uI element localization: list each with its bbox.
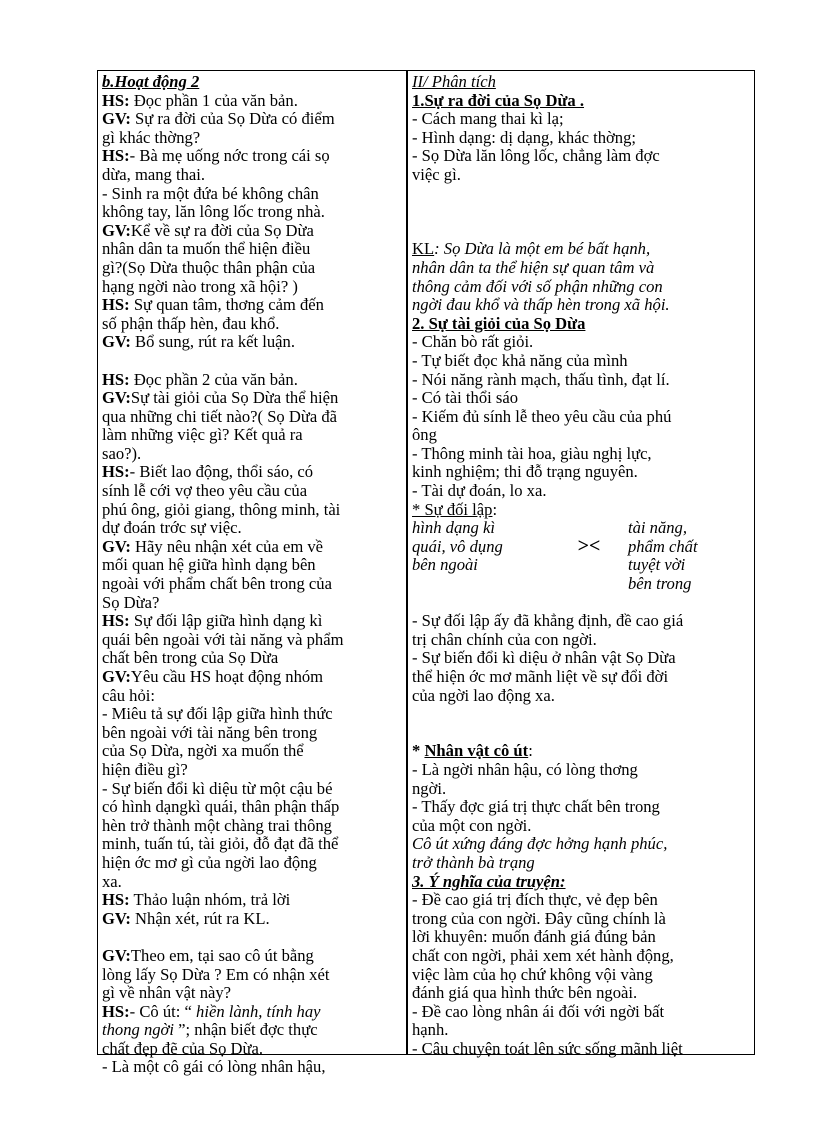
activity-line xyxy=(102,240,401,259)
line-text: Bổ sung, rút ra kết luận. xyxy=(130,332,295,352)
speaker-label: HS: xyxy=(102,462,130,482)
conclusion-line xyxy=(412,278,752,297)
line-text: gì khác thờng? xyxy=(102,127,201,147)
line-text: - Là một cô gái có lòng nhân hậu, xyxy=(102,1057,326,1077)
line-text: sính lễ cới vợ theo yêu cầu của xyxy=(102,481,308,501)
contrast-inner xyxy=(628,519,748,593)
conclusion-line xyxy=(412,259,752,278)
activity-line xyxy=(102,1058,401,1077)
blank-line xyxy=(102,352,401,371)
line-text: Theo em, tại sao cô út bằng xyxy=(130,945,314,965)
contrast-heading-text: * Sự đối lập xyxy=(412,499,493,519)
line-text: Yêu cầu HS hoạt động nhóm xyxy=(130,667,324,686)
activity-line xyxy=(102,1040,401,1059)
speaker-label: GV: xyxy=(102,908,131,928)
section-2-after-item: trị chân chính của con ngời. xyxy=(412,629,597,649)
section-2-item: ông xyxy=(412,425,437,445)
line-text: xa. xyxy=(102,871,122,891)
activity-line xyxy=(102,910,401,929)
section-3-item: chất con ngời, phải xem xét hành động, xyxy=(412,945,674,965)
speaker-label: HS: xyxy=(102,90,130,110)
speaker-label: HS: xyxy=(102,611,130,631)
co-ut-list xyxy=(412,761,752,835)
contrast-heading xyxy=(412,501,752,520)
activity-line xyxy=(102,296,401,315)
section-2-list xyxy=(412,333,752,500)
co-ut-heading xyxy=(412,742,752,761)
line-text: - Miêu tả sự đối lập giữa hình thức xyxy=(102,704,333,724)
activity-line xyxy=(102,1021,401,1040)
activity-line xyxy=(102,92,401,111)
section-3-heading: 3. Ý nghĩa của truyện: xyxy=(412,871,566,891)
contrast-outer-line: quái, vô dụng xyxy=(412,536,503,556)
co-ut-prefix: * xyxy=(412,741,425,761)
activity-line xyxy=(102,408,401,427)
section-3-item: - Câu chuyện toát lên sức sống mãnh liệt xyxy=(412,1038,683,1058)
section-3-item: việc làm của họ chứ không vội vàng xyxy=(412,964,653,984)
line-text: mối quan hệ giữa hình dạng bên xyxy=(102,555,316,575)
conclusion-block xyxy=(412,240,752,314)
activity-line xyxy=(102,538,401,557)
line-text: Kể về sự ra đời của Sọ Dừa xyxy=(130,220,314,240)
section-3-item: trong của con ngời. Đây cũng chính là xyxy=(412,908,666,928)
section-1-list xyxy=(412,110,752,184)
activity-line xyxy=(102,519,401,538)
section-2-after xyxy=(412,612,752,705)
analysis-column xyxy=(412,72,752,1058)
section-2-item: - Thông minh tài hoa, giàu nghị lực, xyxy=(412,443,652,463)
conclusion-text: ngời đau khổ và thấp hèn trong xã hội. xyxy=(412,295,670,315)
section-2-item: - Nói năng rành mạch, thấu tình, đạt lí. xyxy=(412,369,670,389)
line-text: gì về nhân vật này? xyxy=(102,983,232,1003)
speaker-label: GV: xyxy=(102,667,131,686)
line-text: qua những chi tiết nào?( Sọ Dừa đã xyxy=(102,406,338,426)
quote-text: thong ngời xyxy=(102,1020,179,1040)
section-2-after-item: - Sự biến đổi kì diệu ở nhân vật Sọ Dừa xyxy=(412,648,676,668)
speaker-label: GV: xyxy=(102,332,131,352)
line-text: chất bên trong của Sọ Dừa xyxy=(102,648,279,668)
line-text: - Sự biến đổi kì diệu từ một cậu bé xyxy=(102,778,333,798)
speaker-label: GV: xyxy=(102,220,131,240)
section-3-item: hạnh. xyxy=(412,1020,449,1040)
analysis-title: II/ Phân tích xyxy=(412,72,496,91)
line-text: - Bà mẹ uống nớc trong cái sọ xyxy=(129,146,330,166)
activity-line xyxy=(102,687,401,706)
activity-line xyxy=(102,426,401,445)
section-2-after-item: thể hiện ớc mơ mãnh liệt về sự đổi đời xyxy=(412,667,669,686)
activity-line xyxy=(102,333,401,352)
section-1-item: - Cách mang thai kì lạ; xyxy=(412,109,564,129)
speaker-label: HS: xyxy=(102,1001,130,1021)
activity-line xyxy=(102,761,401,780)
co-ut-item: của một con ngời. xyxy=(412,815,532,835)
speaker-label: HS: xyxy=(102,369,130,389)
line-text: Sọ Dừa? xyxy=(102,592,160,612)
line-text: Sự quan tâm, thơng cảm đến xyxy=(129,295,324,315)
line-text: Sự ra đời của Sọ Dừa có điểm xyxy=(130,109,335,129)
activity-line xyxy=(102,947,401,966)
line-text: Nhận xét, rút ra KL. xyxy=(130,908,270,928)
line-text: - Biết lao động, thổi sáo, có xyxy=(129,462,314,482)
line-text: hiện điều gì? xyxy=(102,759,188,779)
activity-line xyxy=(102,501,401,520)
section-3-item: - Đề cao lòng nhân ái đối với ngời bất xyxy=(412,1001,665,1021)
line-text: - Cô út: “ xyxy=(129,1001,197,1021)
activity-line xyxy=(102,185,401,204)
contrast-heading-colon: : xyxy=(492,499,498,519)
conclusion-text: thông cảm đối với số phận những con xyxy=(412,276,663,296)
activity-line xyxy=(102,798,401,817)
lesson-table xyxy=(97,70,755,1077)
activity-column xyxy=(102,72,401,1077)
speaker-label: HS: xyxy=(102,295,130,315)
line-text: Sự đối lập giữa hình dạng kì xyxy=(129,611,323,631)
speaker-label: GV: xyxy=(102,109,131,129)
speaker-label: GV: xyxy=(102,536,131,556)
activity-line xyxy=(102,835,401,854)
conclusion-line xyxy=(412,240,752,259)
activity-line xyxy=(102,854,401,873)
activity-line xyxy=(102,129,401,148)
section-1-item: việc gì. xyxy=(412,164,461,184)
section-1-item: - Hình dạng: dị dạng, khác thờng; xyxy=(412,127,636,147)
contrast-outer-line: hình dạng kì xyxy=(412,518,495,538)
activity-line xyxy=(102,575,401,594)
line-text: dự đoán trớc sự việc. xyxy=(102,518,242,538)
line-text: Đọc phần 2 của văn bản. xyxy=(129,369,298,389)
activity-line xyxy=(102,742,401,761)
section-3-item: lời khuyên: muốn đánh giá đúng bản xyxy=(412,927,656,947)
activity-line xyxy=(102,110,401,129)
activity-line xyxy=(102,147,401,166)
section-2-item: - Tài dự đoán, lo xa. xyxy=(412,481,547,501)
contrast-outer-line: bên ngoài xyxy=(412,555,478,575)
line-text: quái bên ngoài với tài năng và phẩm xyxy=(102,629,344,649)
activity-line xyxy=(102,445,401,464)
activity-line xyxy=(102,984,401,1003)
activity-line xyxy=(102,817,401,836)
activity-line xyxy=(102,203,401,222)
line-text: lòng lấy Sọ Dừa ? Em có nhận xét xyxy=(102,964,330,984)
contrast-inner-line: tuyệt vời xyxy=(628,555,686,575)
line-text: hạng ngời nào trong xã hội? ) xyxy=(102,276,298,296)
line-text: hiện ớc mơ gì của ngời lao động xyxy=(102,852,317,872)
section-2-heading: 2. Sự tài giỏi của Sọ Dừa xyxy=(412,313,586,333)
activity-line xyxy=(102,166,401,185)
co-ut-item: ngời. xyxy=(412,778,447,798)
co-ut-conclusion-line: Cô út xứng đáng đợc hởng hạnh phúc, xyxy=(412,834,668,854)
activity-line xyxy=(102,389,401,408)
line-text: câu hỏi: xyxy=(102,685,155,705)
blank-line xyxy=(102,928,401,947)
line-text: Đọc phần 1 của văn bản. xyxy=(129,90,298,110)
conclusion-text: : Sọ Dừa là một em bé bất hạnh, xyxy=(434,239,651,259)
line-text: sao?). xyxy=(102,443,142,463)
activity-line xyxy=(102,705,401,724)
line-text: nhân dân ta muốn thể hiện điều xyxy=(102,239,311,259)
line-text: minh, tuấn tú, tài giỏi, đỗ đạt đã thể xyxy=(102,834,339,854)
activity-line xyxy=(102,668,401,687)
co-ut-conclusion xyxy=(412,835,752,872)
contrast-inner-line: phẩm chất xyxy=(628,536,698,556)
line-text: Thảo luận nhóm, trả lời xyxy=(129,890,291,910)
line-text: số phận thấp hèn, đau khổ. xyxy=(102,313,280,333)
line-text: ”; nhận biết đợc thực xyxy=(178,1020,318,1040)
section-1-item: - Sọ Dừa lăn lông lốc, chẳng làm đợc xyxy=(412,146,660,166)
co-ut-item: - Là ngời nhân hậu, có lòng thơng xyxy=(412,759,638,779)
line-text: chất đẹp đẽ của Sọ Dừa. xyxy=(102,1038,264,1058)
line-text: hèn trở thành một chàng trai thông xyxy=(102,815,332,835)
contrast-outer xyxy=(412,519,550,575)
section-3-item: đánh giá qua hình thức bên ngoài. xyxy=(412,983,638,1003)
section-2-item: - Kiếm đủ sính lễ theo yêu cầu của phú xyxy=(412,406,672,426)
conclusion-text: nhân dân ta thể hiện sự quan tâm và xyxy=(412,257,655,277)
activity-line xyxy=(102,612,401,631)
line-text: ngoài với phẩm chất bên trong của xyxy=(102,574,332,594)
speaker-label: HS: xyxy=(102,146,130,166)
line-text: không tay, lăn lông lốc trong nhà. xyxy=(102,202,325,222)
co-ut-colon: : xyxy=(528,741,533,761)
section-3-item: - Đề cao giá trị đích thực, vẻ đẹp bên xyxy=(412,890,658,910)
activity-line xyxy=(102,891,401,910)
contrast-inner-line: bên trong xyxy=(628,574,692,594)
activity-line xyxy=(102,724,401,743)
section-2-item: - Tự biết đọc khả năng của mình xyxy=(412,350,628,370)
section-2-item: kinh nghiệm; thi đỗ trạng nguyên. xyxy=(412,462,638,482)
column-divider xyxy=(406,71,408,1054)
speaker-label: HS: xyxy=(102,890,130,910)
line-text: bên ngoài với tài năng bên trong xyxy=(102,722,318,742)
section-2-after-item: - Sự đối lập ấy đã khẳng định, đề cao giá xyxy=(412,611,684,631)
co-ut-heading-text: Nhân vật cô út xyxy=(424,741,529,761)
activity-line xyxy=(102,631,401,650)
activity-line xyxy=(102,556,401,575)
line-text: - Sinh ra một đứa bé không chân xyxy=(102,183,319,203)
speaker-label: GV: xyxy=(102,388,131,408)
co-ut-item: - Thấy đợc giá trị thực chất bên trong xyxy=(412,797,660,817)
activity-line xyxy=(102,1003,401,1022)
section-3-list xyxy=(412,891,752,1058)
activity-line xyxy=(102,259,401,278)
line-text: Sự tài giỏi của Sọ Dừa thể hiện xyxy=(130,388,339,408)
contrast-symbol-text: >< xyxy=(577,535,601,558)
activity-line xyxy=(102,278,401,297)
co-ut-conclusion-line: trở thành bà trạng xyxy=(412,852,535,872)
line-text: Hãy nêu nhận xét của em về xyxy=(130,536,324,556)
section-2-item: - Chăn bò rất giỏi. xyxy=(412,332,534,352)
section-2-after-item: của ngời lao động xa. xyxy=(412,685,555,705)
contrast-table xyxy=(412,519,752,593)
activity-line xyxy=(102,594,401,613)
speaker-label: GV: xyxy=(102,945,131,965)
activity-line xyxy=(102,780,401,799)
conclusion-line xyxy=(412,296,752,315)
contrast-inner-line: tài năng, xyxy=(628,518,688,538)
activity-line xyxy=(102,966,401,985)
activity-line xyxy=(102,873,401,892)
activity-line xyxy=(102,222,401,241)
contrast-symbol xyxy=(550,519,628,556)
line-text: làm những việc gì? Kết quả ra xyxy=(102,425,303,445)
line-text: có hình dạngkì quái, thân phận thấp xyxy=(102,797,340,817)
line-text: gì?(Sọ Dừa thuộc thân phận của xyxy=(102,257,316,277)
line-text: phú ông, giỏi giang, thông minh, tài xyxy=(102,499,341,519)
activity-line xyxy=(102,371,401,390)
activity-line xyxy=(102,315,401,334)
section-1-heading: 1.Sự ra đời của Sọ Dừa . xyxy=(412,90,585,110)
section-2-item: - Có tài thổi sáo xyxy=(412,388,519,408)
activity-heading: b.Hoạt động 2 xyxy=(102,72,200,91)
conclusion-label: KL xyxy=(412,239,435,259)
line-text: dừa, mang thai. xyxy=(102,164,205,184)
quote-text: hiền lành, tính hay xyxy=(196,1001,321,1021)
activity-line xyxy=(102,482,401,501)
activity-line xyxy=(102,649,401,668)
line-text: của Sọ Dừa, ngời xa muốn thể xyxy=(102,741,304,761)
activity-line xyxy=(102,463,401,482)
